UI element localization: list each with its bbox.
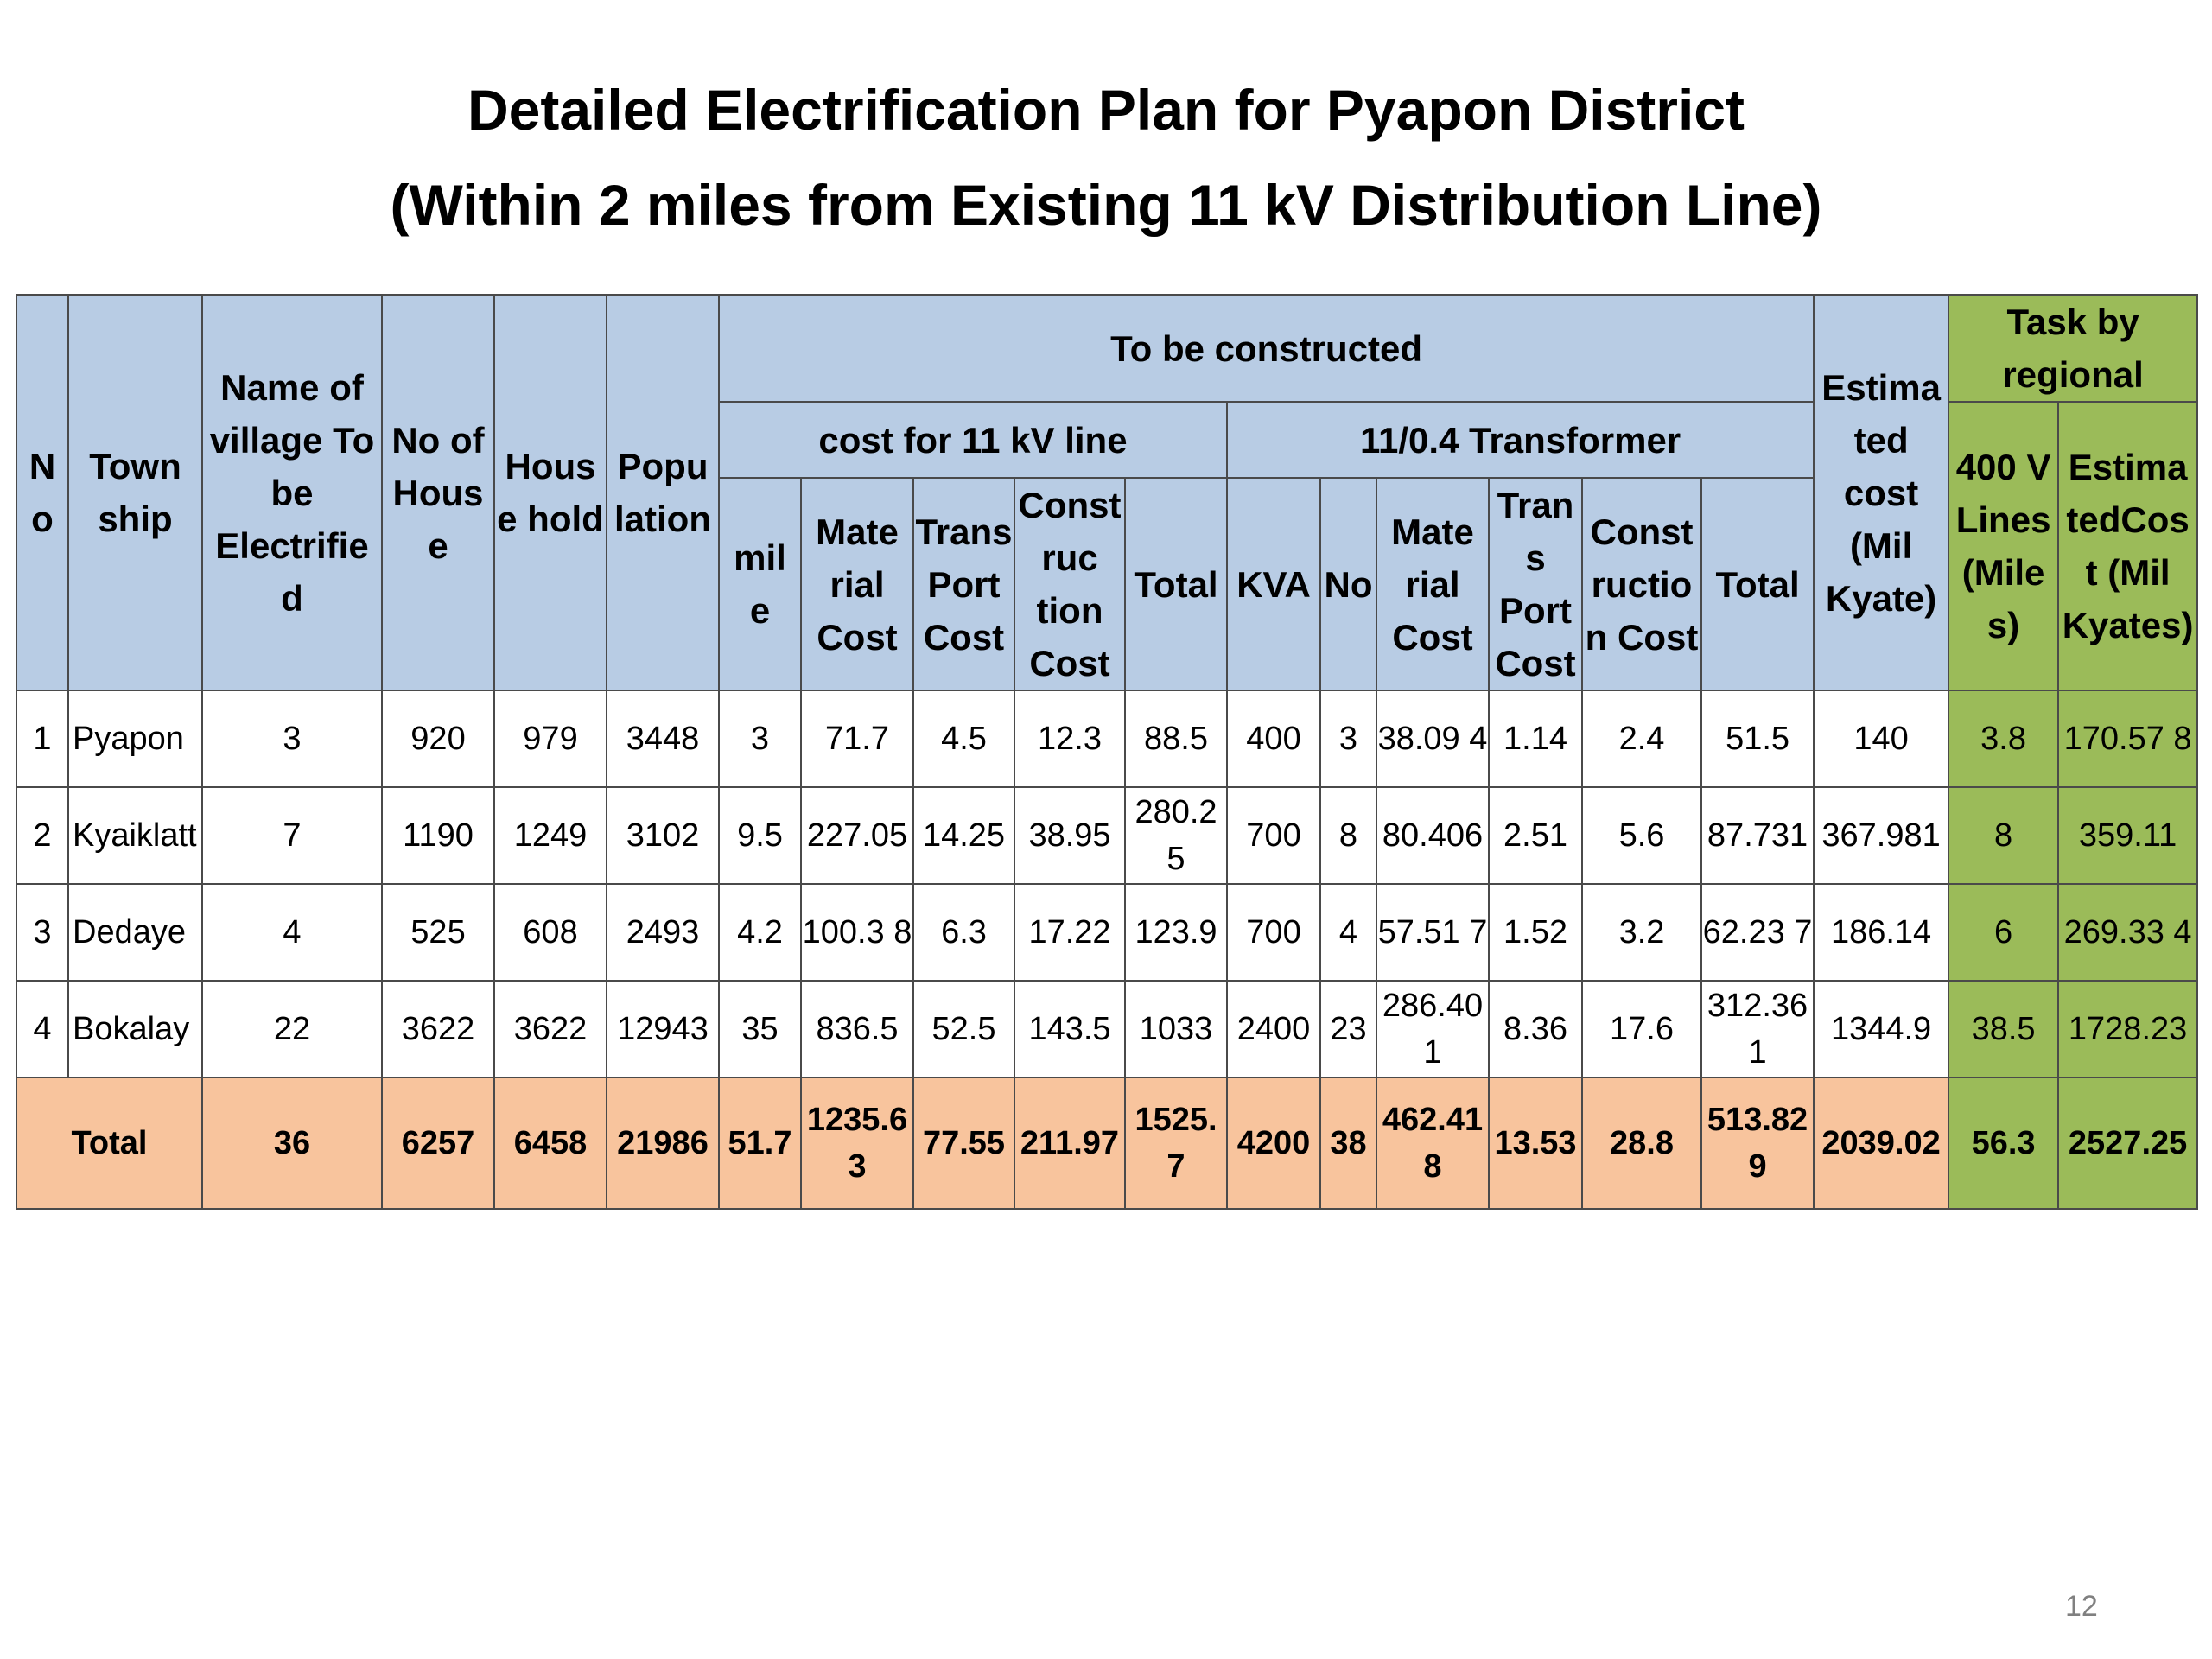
header-line-construction: Const ruc tion Cost bbox=[1014, 478, 1125, 690]
header-tr-kva: KVA bbox=[1227, 478, 1320, 690]
cell-kva: 400 bbox=[1227, 690, 1320, 787]
title-line-2: (Within 2 miles from Existing 11 kV Distribution Line) bbox=[390, 173, 1822, 237]
cell-population: 2493 bbox=[607, 884, 719, 981]
cell-tr-no: 23 bbox=[1320, 981, 1376, 1077]
page-number: 12 bbox=[2065, 1590, 2098, 1623]
cell-township: Dedaye bbox=[68, 884, 202, 981]
cell-mile: 35 bbox=[719, 981, 801, 1077]
cell-tr-no: 8 bbox=[1320, 787, 1376, 884]
cell-tr-material: 286.40 1 bbox=[1376, 981, 1489, 1077]
total-village: 36 bbox=[202, 1077, 382, 1209]
cell-tr-transport: 2.51 bbox=[1489, 787, 1582, 884]
header-cost-11kv: cost for 11 kV line bbox=[719, 402, 1227, 478]
total-tr-transport: 13.53 bbox=[1489, 1077, 1582, 1209]
cell-no: 1 bbox=[16, 690, 68, 787]
header-tr-material: Mate rial Cost bbox=[1376, 478, 1489, 690]
cell-line-construction: 12.3 bbox=[1014, 690, 1125, 787]
header-no-of-house: No of Hous e bbox=[382, 295, 494, 690]
cell-line-material: 100.3 8 bbox=[801, 884, 913, 981]
cell-tr-material: 38.09 4 bbox=[1376, 690, 1489, 787]
total-tr-total: 513.82 9 bbox=[1701, 1077, 1814, 1209]
cell-line-transport: 6.3 bbox=[913, 884, 1014, 981]
table-row bbox=[16, 787, 2197, 884]
total-row bbox=[16, 1077, 2197, 1209]
total-label: Total bbox=[16, 1077, 202, 1209]
cell-household: 979 bbox=[494, 690, 607, 787]
cell-tr-transport: 8.36 bbox=[1489, 981, 1582, 1077]
header-township: Town ship bbox=[68, 295, 202, 690]
header-population: Popu lation bbox=[607, 295, 719, 690]
cell-house: 3622 bbox=[382, 981, 494, 1077]
cell-400v-lines: 3.8 bbox=[1948, 690, 2058, 787]
header-no: N o bbox=[16, 295, 68, 690]
cell-mile: 4.2 bbox=[719, 884, 801, 981]
header-household: Hous e hold bbox=[494, 295, 607, 690]
header-transformer: 11/0.4 Transformer bbox=[1227, 402, 1814, 478]
cell-house: 1190 bbox=[382, 787, 494, 884]
header-line-mile: mil e bbox=[719, 478, 801, 690]
cell-township: Pyapon bbox=[68, 690, 202, 787]
cell-400v-lines: 6 bbox=[1948, 884, 2058, 981]
cell-line-construction: 38.95 bbox=[1014, 787, 1125, 884]
cell-tr-construction: 5.6 bbox=[1582, 787, 1701, 884]
cell-population: 3102 bbox=[607, 787, 719, 884]
cell-400v-lines: 38.5 bbox=[1948, 981, 2058, 1077]
cell-line-total: 123.9 bbox=[1125, 884, 1227, 981]
header-line-material: Mate rial Cost bbox=[801, 478, 913, 690]
total-house: 6257 bbox=[382, 1077, 494, 1209]
cell-line-construction: 143.5 bbox=[1014, 981, 1125, 1077]
cell-mile: 9.5 bbox=[719, 787, 801, 884]
total-line-construction: 211.97 bbox=[1014, 1077, 1125, 1209]
total-line-total: 1525. 7 bbox=[1125, 1077, 1227, 1209]
header-village: Name of village To be Electrifie d bbox=[202, 295, 382, 690]
header-400v-lines: 400 V Lines (Mile s) bbox=[1948, 402, 2058, 690]
header-tr-construction: Const ructio n Cost bbox=[1582, 478, 1701, 690]
cell-line-construction: 17.22 bbox=[1014, 884, 1125, 981]
header-line-total: Total bbox=[1125, 478, 1227, 690]
cell-estimated-cost: 1344.9 bbox=[1814, 981, 1948, 1077]
cell-kva: 2400 bbox=[1227, 981, 1320, 1077]
table-row bbox=[16, 690, 2197, 787]
cell-regional-cost: 359.11 bbox=[2058, 787, 2197, 884]
total-tr-construction: 28.8 bbox=[1582, 1077, 1701, 1209]
total-regional-cost: 2527.25 bbox=[2058, 1077, 2197, 1209]
cell-regional-cost: 170.57 8 bbox=[2058, 690, 2197, 787]
cell-tr-construction: 3.2 bbox=[1582, 884, 1701, 981]
slide-title bbox=[0, 62, 2212, 252]
cell-population: 3448 bbox=[607, 690, 719, 787]
cell-tr-total: 87.731 bbox=[1701, 787, 1814, 884]
total-estimated-cost: 2039.02 bbox=[1814, 1077, 1948, 1209]
cell-regional-cost: 269.33 4 bbox=[2058, 884, 2197, 981]
cell-400v-lines: 8 bbox=[1948, 787, 2058, 884]
cell-kva: 700 bbox=[1227, 884, 1320, 981]
cell-line-transport: 52.5 bbox=[913, 981, 1014, 1077]
cell-line-total: 1033 bbox=[1125, 981, 1227, 1077]
cell-no: 4 bbox=[16, 981, 68, 1077]
cell-line-material: 227.05 bbox=[801, 787, 913, 884]
cell-household: 3622 bbox=[494, 981, 607, 1077]
cell-tr-construction: 17.6 bbox=[1582, 981, 1701, 1077]
cell-estimated-cost: 367.981 bbox=[1814, 787, 1948, 884]
cell-line-total: 88.5 bbox=[1125, 690, 1227, 787]
cell-kva: 700 bbox=[1227, 787, 1320, 884]
cell-village: 22 bbox=[202, 981, 382, 1077]
title-line-1: Detailed Electrification Plan for Pyapon District bbox=[467, 78, 1745, 142]
cell-tr-construction: 2.4 bbox=[1582, 690, 1701, 787]
table-row bbox=[16, 981, 2197, 1077]
cell-township: Bokalay bbox=[68, 981, 202, 1077]
cell-township: Kyaiklatt bbox=[68, 787, 202, 884]
cell-tr-transport: 1.14 bbox=[1489, 690, 1582, 787]
total-tr-material: 462.41 8 bbox=[1376, 1077, 1489, 1209]
total-kva: 4200 bbox=[1227, 1077, 1320, 1209]
cell-mile: 3 bbox=[719, 690, 801, 787]
cell-village: 3 bbox=[202, 690, 382, 787]
cell-population: 12943 bbox=[607, 981, 719, 1077]
header-estimated-cost: Estima ted cost (Mil Kyate) bbox=[1814, 295, 1948, 690]
total-400v-lines: 56.3 bbox=[1948, 1077, 2058, 1209]
header-regional-cost: Estima tedCos t (Mil Kyates) bbox=[2058, 402, 2197, 690]
cell-tr-material: 80.406 bbox=[1376, 787, 1489, 884]
total-tr-no: 38 bbox=[1320, 1077, 1376, 1209]
header-tr-no: No bbox=[1320, 478, 1376, 690]
cell-estimated-cost: 186.14 bbox=[1814, 884, 1948, 981]
cell-tr-transport: 1.52 bbox=[1489, 884, 1582, 981]
total-household: 6458 bbox=[494, 1077, 607, 1209]
total-line-transport: 77.55 bbox=[913, 1077, 1014, 1209]
cell-house: 525 bbox=[382, 884, 494, 981]
cell-estimated-cost: 140 bbox=[1814, 690, 1948, 787]
cell-line-material: 836.5 bbox=[801, 981, 913, 1077]
header-line-transport: Trans Port Cost bbox=[913, 478, 1014, 690]
cell-household: 608 bbox=[494, 884, 607, 981]
cell-line-material: 71.7 bbox=[801, 690, 913, 787]
header-tr-transport: Tran s Port Cost bbox=[1489, 478, 1582, 690]
cell-line-total: 280.2 5 bbox=[1125, 787, 1227, 884]
header-to-be-constructed: To be constructed bbox=[719, 295, 1814, 402]
cell-household: 1249 bbox=[494, 787, 607, 884]
cell-tr-material: 57.51 7 bbox=[1376, 884, 1489, 981]
table-row bbox=[16, 884, 2197, 981]
cell-village: 4 bbox=[202, 884, 382, 981]
cell-line-transport: 4.5 bbox=[913, 690, 1014, 787]
cell-tr-no: 4 bbox=[1320, 884, 1376, 981]
header-task-regional: Task by regional bbox=[1948, 295, 2197, 402]
cell-tr-no: 3 bbox=[1320, 690, 1376, 787]
cell-village: 7 bbox=[202, 787, 382, 884]
cell-regional-cost: 1728.23 bbox=[2058, 981, 2197, 1077]
electrification-plan-table bbox=[16, 294, 2198, 1210]
cell-tr-total: 51.5 bbox=[1701, 690, 1814, 787]
header-tr-total: Total bbox=[1701, 478, 1814, 690]
total-mile: 51.7 bbox=[719, 1077, 801, 1209]
cell-no: 2 bbox=[16, 787, 68, 884]
cell-house: 920 bbox=[382, 690, 494, 787]
cell-no: 3 bbox=[16, 884, 68, 981]
cell-tr-total: 312.36 1 bbox=[1701, 981, 1814, 1077]
total-population: 21986 bbox=[607, 1077, 719, 1209]
total-line-material: 1235.6 3 bbox=[801, 1077, 913, 1209]
cell-line-transport: 14.25 bbox=[913, 787, 1014, 884]
cell-tr-total: 62.23 7 bbox=[1701, 884, 1814, 981]
